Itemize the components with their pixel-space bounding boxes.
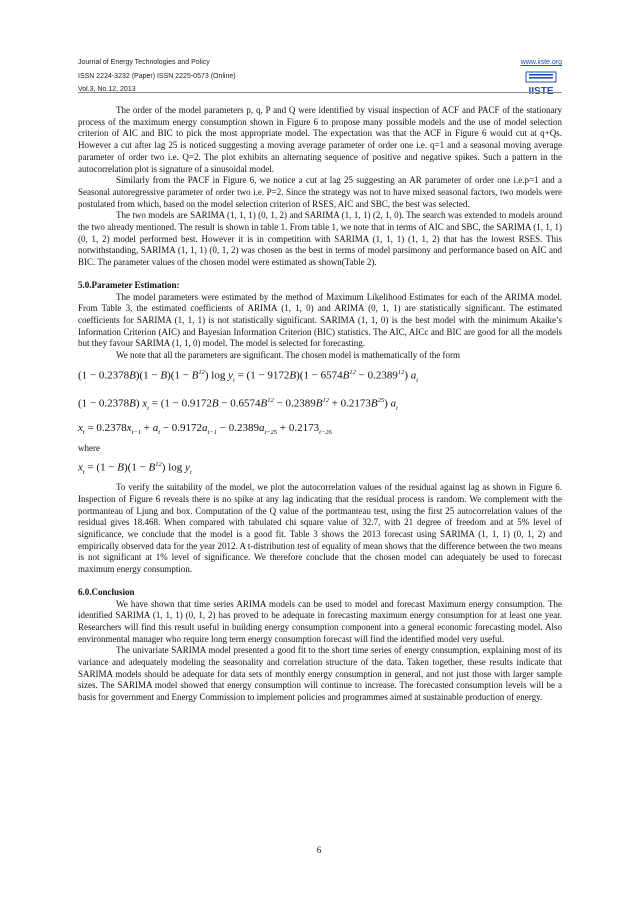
equation-4: $x_t = (1 - B)(1 - B^{12})$ $\log y_t$ [78,461,192,477]
paragraph-6: To verify the suitability of the model, we plot the autocorrelation values of the residual against lag as shown in Figure 6. Inspection of Figure 6 reveals there is no spike at any lag indicating that the residual process is random. We complement with the portmanteau of Ljung and box. Computation of the Q value of the portmanteau test, using the first 25 autocorrelation values of the residual gives 18.468. When compared with tabulated chi square value of 32.7, with 21 degree of freedom and at 5% level of significance, we conclude that the model is a good fit. Table 3 shows the 2013 forecast using SARIMA (1, 1, 1) (0, 1, 2) and empirically observed data for the year 2012. A t-distribution test of equality of mean shows that the difference between the two means is not significant at 1% level of significance. We therefore conclude that the chosen model can adequately be used to forecast maximum energy consumption. [78,482,562,575]
journal-volume: Vol.3, No.12, 2013 [78,86,136,93]
journal-header [78,56,562,97]
paragraph-4: The model parameters were estimated by the method of Maximum Likelihood Estimates for each of the ARIMA model. From Table 3, the estimated coefficients of ARIMA (1, 1, 0) and ARIMA (0, 1, 1) are statistically significant. The estimated coefficients for SARIMA (1, 1, 1) is not statistically significant. SARIMA (1, 1, 0) is the best model with the minimum Akaike’s Information Criterion (AIC) and Bayesian Information Criterion (BIC) statistics. The AIC, AICc and BIC are good for all the models but they favour SARIMA (1, 1, 0) model. The model is selected for forecasting. [78,291,562,349]
section-5-heading: 5.0.Parameter Estimation: [78,279,180,290]
article-body [78,105,562,704]
paragraph-1: The order of the model parameters p, q, P and Q were identified by visual inspection of ACF and PACF of the stationary process of the maximum energy consumption shown in Figure 6 to propose many possible models and the use of model selection criterion of AIC and BIC to pick the most appropriate model. The expectation was that the ACF in Figure 6 would cut at q+Qs. However a cut after lag 25 is noticed suggesting a moving average parameter of order one i.e. q=1 and a seasonal moving average parameter of order two i.e. Q=2. The plot exhibits an alternating sequence of positive and negative spikes. Such a pattern in the autocorrelation plot is signature of a sinusoidal model. [78,105,562,174]
equation-3: $x_t = 0.2378x_{t-1} + a_t - 0.9172a_{t-1} - 0.2389a_{t-25} + 0.2173_{t-26}$ [78,422,332,437]
section-6-heading: 6.0.Conclusion [78,586,135,597]
paragraph-7: We have shown that time series ARIMA models can be used to model and forecast Maximum energy consumption. The identified SARIMA (1, 1, 1) (0, 1, 2) has proved to be adequate in forecasting maximum energy consumption for at least one year. Researchers will find this result useful in building energy consumption component into a general economic forecasting model. Also environmental manager who require long term energy consumption forecast will find the identified model very useful. [78,598,562,644]
paragraph-3: The two models are SARIMA (1, 1, 1) (0, 1, 2) and SARIMA (1, 1, 1) (2, 1, 0). The search was extended to models around the two already mentioned. The result is shown in table 1. From table 1, we note that in terms of AIC and SBC, the SARIMA (1, 1, 1) (0, 1, 2) model performed best. However it is in competition with SARIMA (1, 1, 1) (1, 1, 2) that has the lowest RSES. This notwithstanding, SARIMA (1, 1, 1) (0, 1, 2) was chosen as the best in terms of model parsimony and performance based on AIC and BIC. The parameter values of the chosen model were estimated as shown(Table 2). [78,210,562,268]
paragraph-8: The univariate SARIMA model presented a good fit to the short time series of energy consumption, explaining most of its variance and adequately modeling the seasonality and correlation structure of the data. Taken together, these results indicate that SARIMA models should be adequate for data sets of monthly energy consumption in general, and not just those with larger sample sizes. The SARIMA model showed that energy consumption will continue to increase. The forecasted consumption levels will be a basis for government and Energy Commission to implement policies and programmes aimed at sustainable production of energy. [78,645,562,703]
where-label: where [78,442,100,453]
journal-issn: ISSN 2224-3232 (Paper) ISSN 2225-0573 (Online) [78,72,236,80]
logo-text: IISTE [528,86,554,97]
journal-url-link[interactable]: www.iiste.org [520,59,562,66]
header-divider [78,92,562,93]
page-number: 6 [316,845,322,855]
equation-2: (1 − 0.2378B) $x_t = (1 - 0.9172B - 0.6574B^{12} - 0.2389B^{12} + 0.2173B^{25})$ $a_t$ [78,396,398,412]
journal-title: Journal of Energy Technologies and Policy [78,59,210,66]
paragraph-2: Similarly from the PACF in Figure 6, we notice a cut at lag 25 suggesting an AR parameter of order one i.e.p=1 and a Seasonal autoregressive parameter of order two i.e. P=2. Since the strategy was not to have mixed seasonal factors, two models were postulated from which, based on the model selection criterion of RSES, AIC and SBC, the best was selected. [78,175,562,209]
iiste-logo-icon [524,68,558,98]
paragraph-5: We note that all the parameters are significant. The chosen model is mathematically of the form [116,350,460,361]
equation-1: $(1 - 0.2378B)(1 - B)(1 - B^{12})$ $\log y_t = (1 - 9172B)(1 - 6574B^{12} - 0.2389^{12})$ $a_t$ [78,368,419,384]
